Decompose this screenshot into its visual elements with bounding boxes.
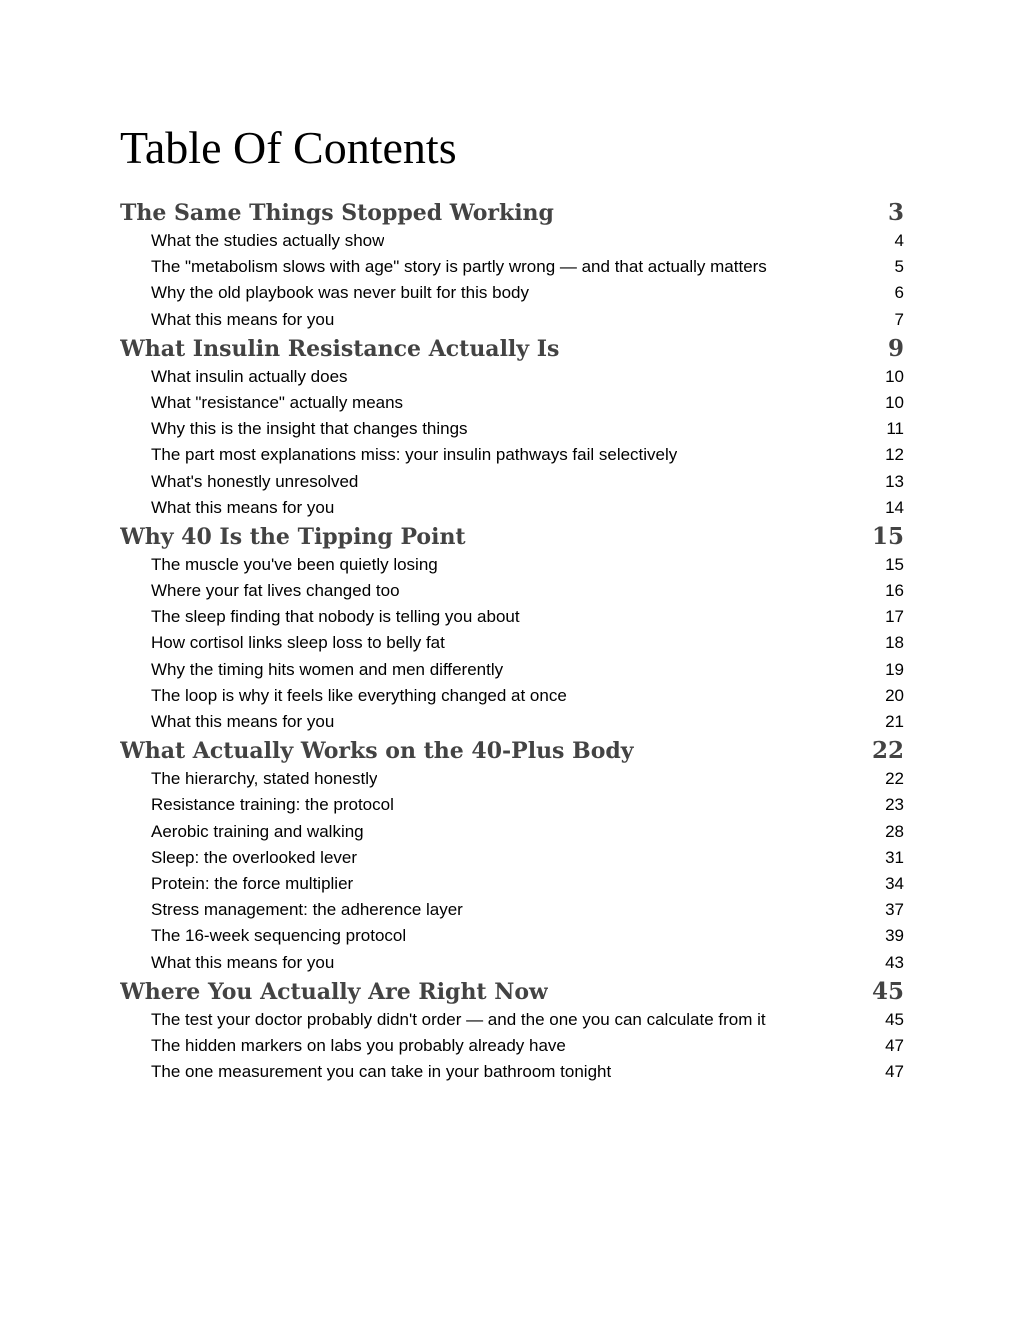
toc-section-entry[interactable]: [120, 1007, 904, 1033]
toc-section-entry-title: Stress management: the adherence layer: [151, 900, 463, 920]
toc-section-entry-title: How cortisol links sleep loss to belly fat: [151, 633, 445, 653]
toc-chapter-entry-page-number: 15: [871, 522, 904, 550]
toc-section-entry-page-number: 10: [885, 366, 904, 386]
toc-section-entry-title: What "resistance" actually means: [151, 392, 404, 412]
toc-section-entry[interactable]: [120, 307, 904, 333]
toc-section-entry-title: Why this is the insight that changes things: [151, 419, 468, 439]
toc-section-entry-page-number: 7: [894, 309, 904, 329]
toc-section-entry[interactable]: [120, 416, 904, 442]
toc-section-entry-page-number: 16: [885, 581, 904, 601]
toc-section-entry-page-number: 15: [885, 554, 904, 574]
toc-section-entry-title: The "metabolism slows with age" story is partly wrong — and that actually matters: [151, 257, 767, 277]
toc-section-entry[interactable]: [120, 364, 904, 390]
toc-section-entry-title: The test your doctor probably didn't order — and the one you can calculate from it: [151, 1009, 766, 1029]
toc-section-entry-page-number: 43: [885, 952, 904, 972]
toc-chapter-entry[interactable]: [120, 735, 904, 766]
toc-section-entry-title: What this means for you: [151, 497, 335, 517]
toc-section-entry[interactable]: [120, 657, 904, 683]
toc-section-entry-title: Why the old playbook was never built for this body: [151, 283, 529, 303]
toc-chapter-entry-page-number: 22: [871, 737, 904, 765]
toc-section-entry[interactable]: [120, 228, 904, 254]
toc-section-entry-page-number: 6: [894, 283, 904, 303]
toc-section-entry-title: The sleep finding that nobody is telling you about: [151, 607, 520, 627]
toc-section-entry[interactable]: [120, 442, 904, 468]
toc-section-entry[interactable]: [120, 792, 904, 818]
toc-section-entry-title: Aerobic training and walking: [151, 821, 364, 841]
toc-section-entry-page-number: 47: [885, 1062, 904, 1082]
toc-section-entry[interactable]: [120, 390, 904, 416]
toc-section-entry-title: Resistance training: the protocol: [151, 795, 394, 815]
toc-section-entry[interactable]: [120, 897, 904, 923]
toc-chapter-entry-title: The Same Things Stopped Working: [120, 200, 554, 226]
toc-section-entry[interactable]: [120, 709, 904, 735]
toc-section-entry-page-number: 11: [886, 419, 904, 439]
toc-section-entry-page-number: 19: [885, 659, 904, 679]
toc-section-entry-page-number: 17: [885, 607, 904, 627]
toc-section-entry-page-number: 45: [885, 1009, 904, 1029]
toc-section-entry[interactable]: [120, 552, 904, 578]
toc-chapter-entry-title: Where You Actually Are Right Now: [120, 978, 548, 1005]
toc-section-entry-title: What this means for you: [151, 952, 335, 972]
toc-section-entry[interactable]: [120, 630, 904, 656]
toc-section-entry-page-number: 14: [885, 497, 904, 517]
toc-title: Table Of Contents: [120, 122, 457, 173]
toc-section-entry-page-number: 4: [894, 231, 904, 250]
toc-section-entry-page-number: 12: [885, 445, 904, 465]
toc-list: [120, 197, 904, 1085]
toc-section-entry[interactable]: [120, 819, 904, 845]
toc-section-entry-title: The muscle you've been quietly losing: [151, 554, 438, 574]
toc-section-entry[interactable]: [120, 871, 904, 897]
toc-page: [120, 120, 904, 1085]
toc-section-entry[interactable]: [120, 604, 904, 630]
toc-section-entry[interactable]: [120, 469, 904, 495]
toc-chapter-entry-page-number: 3: [887, 199, 904, 226]
toc-section-entry-page-number: 21: [885, 712, 904, 731]
toc-section-entry[interactable]: [120, 683, 904, 709]
toc-section-entry-title: What this means for you: [151, 309, 335, 329]
toc-chapter-entry-title: What Actually Works on the 40-Plus Body: [120, 738, 634, 765]
toc-section-entry-page-number: 28: [885, 821, 904, 841]
toc-section-entry-title: The one measurement you can take in your bathroom tonight: [151, 1062, 612, 1082]
toc-chapter-entry-title: Why 40 Is the Tipping Point: [120, 523, 466, 550]
toc-section-entry-page-number: 18: [885, 633, 904, 653]
toc-section-entry[interactable]: [120, 845, 904, 871]
toc-section-entry-page-number: 22: [885, 769, 904, 789]
toc-section-entry-page-number: 31: [885, 847, 904, 867]
toc-chapter-entry-page-number: 9: [887, 334, 904, 362]
toc-section-entry[interactable]: [120, 923, 904, 949]
toc-section-entry-title: The hidden markers on labs you probably already have: [151, 1035, 566, 1055]
toc-section-entry-title: Why the timing hits women and men differently: [151, 659, 504, 679]
toc-chapter-entry[interactable]: [120, 521, 904, 552]
toc-section-entry-title: What this means for you: [151, 712, 335, 731]
toc-section-entry[interactable]: [120, 1033, 904, 1059]
toc-section-entry-title: The 16-week sequencing protocol: [151, 926, 407, 946]
toc-section-entry[interactable]: [120, 950, 904, 976]
toc-section-entry-page-number: 23: [885, 795, 904, 815]
toc-section-entry[interactable]: [120, 578, 904, 604]
toc-section-entry-page-number: 34: [885, 873, 904, 893]
toc-section-entry-page-number: 37: [885, 900, 904, 920]
toc-chapter-entry[interactable]: [120, 333, 904, 364]
toc-section-entry-title: The part most explanations miss: your insulin pathways fail selectively: [151, 445, 678, 465]
toc-chapter-entry[interactable]: [120, 197, 904, 228]
toc-section-entry[interactable]: [120, 1059, 904, 1085]
toc-section-entry-title: What insulin actually does: [151, 366, 348, 386]
toc-section-entry-title: Sleep: the overlooked lever: [151, 847, 358, 867]
toc-section-entry-page-number: 20: [885, 685, 904, 705]
toc-section-entry[interactable]: [120, 254, 904, 280]
toc-section-entry-title: What's honestly unresolved: [151, 471, 359, 491]
toc-section-entry[interactable]: [120, 766, 904, 792]
toc-section-entry-page-number: 5: [894, 257, 904, 277]
toc-chapter-entry-title: What Insulin Resistance Actually Is: [120, 335, 560, 362]
toc-section-entry-title: The loop is why it feels like everything changed at once: [151, 685, 567, 705]
toc-section-entry-page-number: 47: [885, 1035, 904, 1055]
toc-chapter-entry-page-number: 45: [871, 977, 904, 1005]
toc-section-entry-title: Where your fat lives changed too: [151, 581, 400, 601]
toc-section-entry-title: Protein: the force multiplier: [151, 873, 354, 893]
toc-section-entry-title: What the studies actually show: [151, 231, 385, 250]
toc-section-entry-page-number: 10: [885, 392, 904, 412]
toc-section-entry-title: The hierarchy, stated honestly: [151, 769, 378, 789]
toc-section-entry-page-number: 39: [885, 926, 904, 946]
toc-chapter-entry[interactable]: [120, 976, 904, 1007]
toc-section-entry[interactable]: [120, 495, 904, 521]
toc-section-entry[interactable]: [120, 280, 904, 306]
toc-section-entry-page-number: 13: [885, 471, 904, 491]
